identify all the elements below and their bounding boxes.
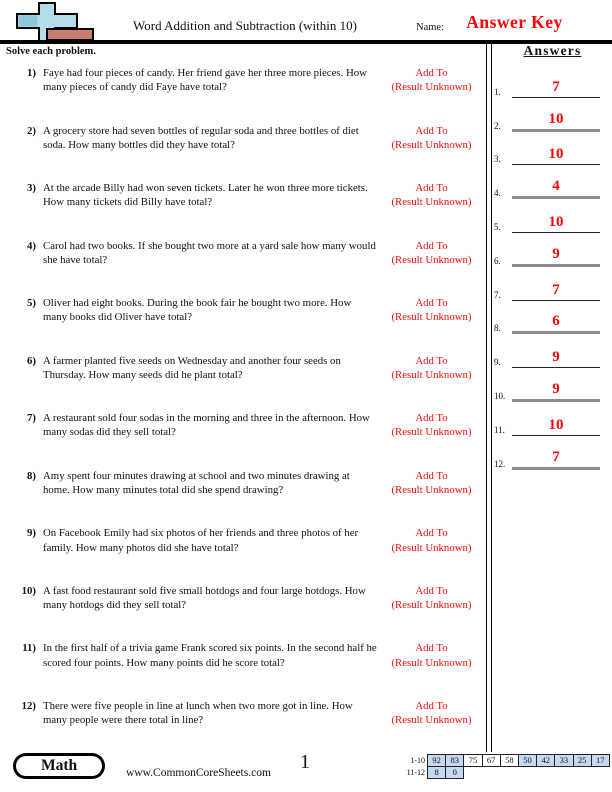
answer-number: 1. — [494, 86, 501, 97]
problem-type-tag — [377, 239, 486, 267]
problem-row — [0, 181, 486, 239]
problem-type-line1: Add To — [415, 642, 448, 655]
score-row-label: 1-10 — [410, 756, 425, 765]
problem-row — [0, 411, 486, 469]
problem-type-tag — [377, 124, 486, 152]
answer-number: 4. — [494, 188, 501, 199]
answer-value-line: 10 — [512, 112, 600, 132]
problem-text: Carol had two books. If she bought two more at a yard sale how many would she have total? — [43, 239, 376, 266]
problem-type-line2: (Result Unknown) — [391, 484, 472, 497]
problems-list — [0, 66, 486, 757]
score-cell: 67 — [482, 754, 501, 767]
problem-type-line1: Add To — [415, 124, 448, 137]
score-cell: 92 — [427, 754, 446, 767]
answers-divider — [486, 43, 492, 752]
answer-number: 12. — [494, 458, 506, 469]
problem-type-tag — [377, 641, 486, 669]
problem-type-tag — [377, 181, 486, 209]
answer-row — [494, 402, 608, 436]
problem-text: Amy spent four minutes drawing at school and two minutes drawing at home. How many minutes total did she spend drawing? — [43, 469, 350, 497]
problem-text: A restaurant sold four sodas in the morning and three in the afternoon. How many sodas did they sell total? — [43, 412, 370, 439]
answer-value-line: 9 — [512, 382, 600, 402]
instruction-text: Solve each problem. — [6, 46, 96, 57]
answer-value-line: 10 — [512, 215, 600, 233]
problem-type-line2: (Result Unknown) — [391, 311, 472, 324]
problem-text: In the first half of a trivia game Frank scored six points. In the second half he scored four points. How many points did he score total? — [43, 642, 377, 669]
problem-type-line1: Add To — [415, 700, 448, 713]
answer-value-line: 6 — [512, 314, 600, 334]
score-row-label: 11-12 — [406, 768, 425, 777]
problem-type-tag — [377, 66, 486, 94]
problem-type-line2: (Result Unknown) — [391, 368, 472, 381]
problem-text: A farmer planted five seeds on Wednesday and another four seeds on Thursday. How many seeds did he plant total? — [43, 354, 341, 381]
problem-row — [0, 124, 486, 182]
answer-number: 9. — [494, 357, 501, 368]
problem-type-line2: (Result Unknown) — [391, 81, 472, 94]
answer-row — [494, 233, 608, 267]
answer-number: 6. — [494, 255, 501, 266]
problem-type-tag — [377, 354, 486, 382]
score-cell: 83 — [445, 754, 464, 767]
answer-number: 5. — [494, 221, 501, 232]
problem-text: There were five people in line at lunch when two more got in line. How many people were there total in line? — [43, 700, 353, 727]
problem-number: 1) — [27, 67, 36, 79]
problem-text: Faye had four pieces of candy. Her friend gave her three more pieces. How many pieces of candy did Faye have total? — [43, 67, 367, 94]
answers-title: Answers — [523, 43, 582, 58]
answer-number: 2. — [494, 120, 501, 131]
answer-row — [494, 368, 608, 402]
problem-row — [0, 66, 486, 124]
problem-row — [0, 469, 486, 527]
score-cell: 58 — [500, 754, 519, 767]
score-cell: 25 — [573, 754, 592, 767]
score-row-2 — [392, 766, 611, 779]
problem-type-tag — [377, 584, 486, 612]
problem-type-line2: (Result Unknown) — [391, 541, 472, 554]
problem-row — [0, 526, 486, 584]
problem-number: 8) — [27, 469, 36, 482]
answer-value-line: 10 — [512, 418, 600, 436]
math-badge-label: Math — [16, 756, 102, 776]
answer-value-line: 7 — [512, 80, 600, 98]
answer-number: 11. — [494, 424, 505, 435]
problem-type-line1: Add To — [415, 354, 448, 367]
problem-type-tag — [377, 526, 486, 554]
answer-value-line: 7 — [512, 283, 600, 301]
problem-text: Oliver had eight books. During the book fair he bought two more. How many books did Oliver have total? — [43, 297, 352, 324]
problem-type-tag — [377, 699, 486, 727]
answer-row — [494, 436, 608, 470]
page-number: 1 — [300, 751, 310, 773]
answer-row — [494, 301, 608, 335]
problem-number: 9) — [27, 527, 36, 540]
problem-type-tag — [377, 469, 486, 497]
score-cell: 0 — [445, 766, 464, 779]
problem-type-line2: (Result Unknown) — [391, 426, 472, 439]
score-cell: 8 — [427, 766, 446, 779]
answer-number: 10. — [494, 390, 506, 401]
problem-number: 6) — [27, 354, 36, 367]
problem-type-line1: Add To — [415, 67, 448, 79]
answer-key-label: Answer Key — [466, 12, 563, 32]
problem-text: At the arcade Billy had won seven tickets. Later he won three more tickets. How many tickets did Billy have total? — [43, 182, 368, 209]
page-title: Word Addition and Subtraction (within 10) — [133, 18, 357, 33]
site-url: www.CommonCoreSheets.com — [126, 767, 271, 779]
problem-text: On Facebook Emily had six photos of her friends and three photos of her family. How many photos did she have total? — [43, 527, 359, 554]
problem-row — [0, 584, 486, 642]
problem-row — [0, 641, 486, 699]
problem-row — [0, 296, 486, 354]
score-cell: 50 — [518, 754, 537, 767]
problem-type-line1: Add To — [415, 182, 448, 195]
score-table — [392, 754, 611, 779]
problem-row — [0, 239, 486, 297]
problem-row — [0, 354, 486, 412]
answer-row — [494, 267, 608, 301]
problem-type-tag — [377, 296, 486, 324]
problem-type-line1: Add To — [415, 584, 448, 597]
problem-number: 3) — [27, 182, 36, 195]
answer-value-line: 4 — [512, 179, 600, 199]
problem-type-line1: Add To — [415, 297, 448, 310]
problem-type-line2: (Result Unknown) — [391, 253, 472, 266]
problem-text: A grocery store had seven bottles of regular soda and three bottles of diet soda. How many bottles did they have total? — [43, 124, 359, 151]
problem-number: 7) — [27, 412, 36, 425]
answer-row — [494, 132, 608, 166]
answer-value-line: 10 — [512, 147, 600, 165]
score-cell: 33 — [554, 754, 573, 767]
answer-value-line: 9 — [512, 350, 600, 368]
answer-row — [494, 64, 608, 98]
problem-type-tag — [377, 411, 486, 439]
problem-type-line2: (Result Unknown) — [391, 196, 472, 209]
problem-type-line2: (Result Unknown) — [391, 599, 472, 612]
problem-number: 2) — [27, 124, 36, 137]
answer-row — [494, 98, 608, 132]
score-cell: 17 — [591, 754, 610, 767]
math-badge — [13, 753, 105, 779]
plus-minus-logo-icon — [12, 2, 96, 42]
problem-type-line2: (Result Unknown) — [391, 714, 472, 727]
problem-type-line2: (Result Unknown) — [391, 138, 472, 151]
answer-row — [494, 334, 608, 368]
problem-text: A fast food restaurant sold five small hotdogs and four large hotdogs. How many hotdogs did they sell total? — [43, 584, 366, 612]
problem-number: 5) — [27, 297, 36, 310]
answer-row — [494, 199, 608, 233]
problem-number: 11) — [22, 642, 36, 655]
problem-number: 10) — [21, 584, 36, 597]
answer-row — [494, 165, 608, 199]
score-cell: 75 — [463, 754, 482, 767]
problem-number: 4) — [27, 239, 36, 252]
score-cell: 42 — [536, 754, 555, 767]
name-label: Name: — [416, 22, 444, 33]
problem-type-line1: Add To — [415, 469, 448, 482]
problem-type-line1: Add To — [415, 527, 448, 540]
answer-number: 8. — [494, 323, 501, 334]
answer-number: 7. — [494, 289, 501, 300]
problem-type-line1: Add To — [415, 239, 448, 252]
answer-value-line: 9 — [512, 247, 600, 267]
problem-number: 12) — [21, 700, 36, 713]
answers-list — [494, 64, 608, 470]
problem-row — [0, 699, 486, 757]
answer-value-line: 7 — [512, 450, 600, 470]
answer-number: 3. — [494, 154, 501, 165]
problem-type-line1: Add To — [415, 412, 448, 425]
problem-type-line2: (Result Unknown) — [391, 656, 472, 669]
